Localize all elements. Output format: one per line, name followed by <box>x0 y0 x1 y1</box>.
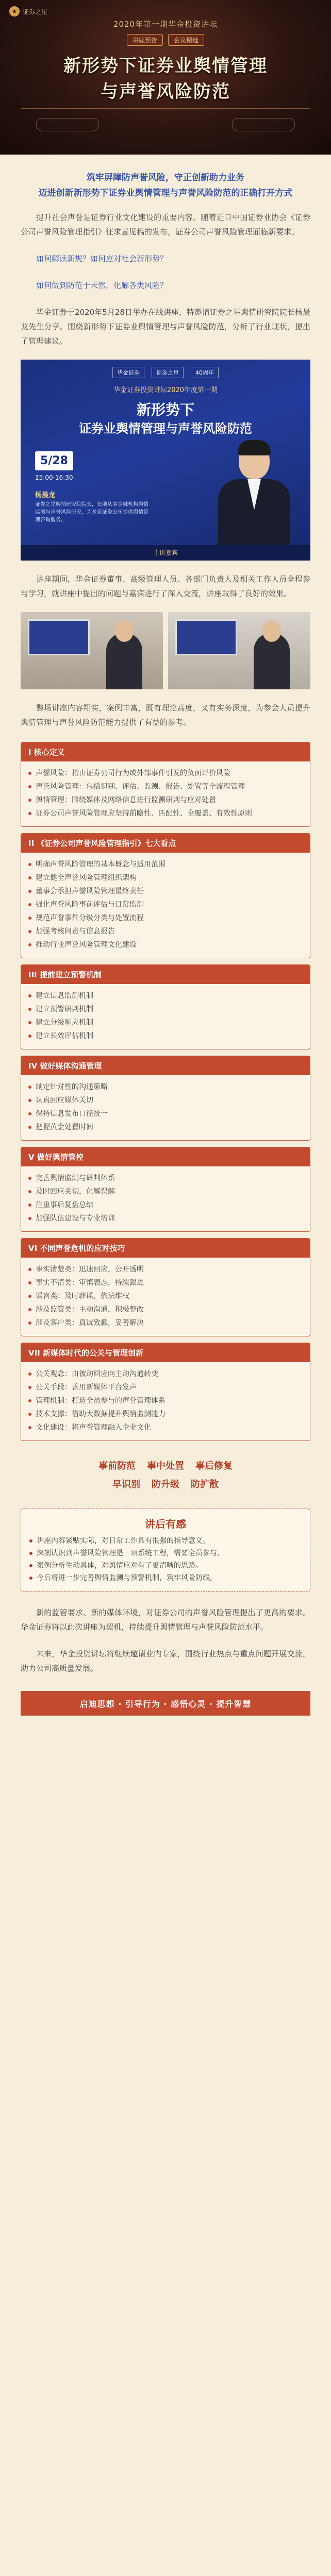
section-row: 涉及监管类：主动沟通，积极整改 <box>28 1303 303 1316</box>
poster-subtitle: 华金证券投资讲坛2020年度第一期 <box>113 386 218 394</box>
outcome-item: 防扩散 <box>191 1479 219 1490</box>
content-sections <box>0 742 331 1441</box>
poster-caption: 主讲嘉宾 <box>21 545 310 561</box>
section-row: 管理机制：打造全员参与的声誉管理体系 <box>28 1394 303 1408</box>
section-row: 舆情管理：围绕媒体及网络信息进行监测研判与应对处置 <box>28 793 303 807</box>
section-row: 规范声誉事件分级分类与处置流程 <box>28 911 303 925</box>
poster-time: 15:00-16:30 <box>35 474 73 481</box>
section-row: 完善舆情监测与研判体系 <box>28 1172 303 1185</box>
section-title: III 提前建立预警机制 <box>21 965 310 984</box>
section-row: 把握黄金处置时间 <box>28 1121 303 1134</box>
lead-line: 迈进创新新形势下证券业舆情管理与声誉风险防范的正确打开方式 <box>38 188 293 198</box>
photos-paragraph: 整场讲座内容翔实，案例丰富，既有理论高度，又有实务深度，为参会人员提升舆情管理与声誉风险防范能力提供了有益的参考。 <box>21 703 310 727</box>
outcome-item: 事后修复 <box>195 1461 233 1471</box>
section-row: 声誉风险管理：包括识别、评估、监测、报告、处置等全流程管理 <box>28 780 303 793</box>
section-body <box>21 1075 310 1140</box>
section-row: 建立信息监测机制 <box>28 989 303 1003</box>
section-body <box>21 853 310 958</box>
after-poster-paragraph: 讲座期间，华金证券董事、高级管理人员、各部门负责人及相关工作人员全程参与学习，就讲座中提出的问题与嘉宾进行了深入交流，讲座取得了良好的效果。 <box>21 574 310 598</box>
event-photo <box>21 612 163 689</box>
reviews-box <box>21 1508 310 1592</box>
section-row: 谣言类：及时辟谣，依法维权 <box>28 1290 303 1303</box>
section-row: 文化建设：将声誉管理融入企业文化 <box>28 1421 303 1434</box>
poster-bio: 证券之星舆情研究院院长，长期从事金融机构舆情监测与声誉风险研究，为多家证券公司提供舆情管理咨询服务。 <box>35 502 148 523</box>
reviews-title: 讲后有感 <box>145 1518 186 1530</box>
section-row: 建立预警研判机制 <box>28 1003 303 1016</box>
poster-logo: 证券之星 <box>152 367 184 378</box>
section-row: 加强队伍建设与专业培训 <box>28 1212 303 1225</box>
section-row: 声誉风险：指由证券公司行为或外部事件引发的负面评价风险 <box>28 767 303 780</box>
closing-paragraph: 新的监管要求、新的媒体环境，对证券公司的声誉风险管理提出了更高的要求。华金证券将以此次讲座为契机，持续提升舆情管理与声誉风险防范水平。 <box>21 1608 310 1632</box>
section-title: II 《证券公司声誉风险管理指引》七大看点 <box>21 834 310 853</box>
section-title: VII 新媒体时代的公关与管理创新 <box>21 1343 310 1362</box>
hero-tag: 讲座预告 <box>127 34 163 46</box>
poster-logo: 华金证券 <box>112 367 144 378</box>
hero-tag: 会议精选 <box>168 34 204 46</box>
section-row: 证券公司声誉风险管理应坚持前瞻性、匹配性、全覆盖、有效性原则 <box>28 807 303 820</box>
section-title: I 核心定义 <box>21 742 310 761</box>
event-poster <box>21 360 310 561</box>
section-card <box>21 1343 310 1441</box>
poster-speaker: 杨晨龙 <box>35 492 56 499</box>
intro-paragraph: 提升社会声誉是证券行业文化建设的重要内容。随着近日中国证券业协会《证券公司声誉风险管理指引》征求意见稿的发布，证券公司声誉风险管理面临新要求。 <box>21 213 310 236</box>
section-body <box>21 1362 310 1440</box>
event-photo <box>168 612 310 689</box>
section-row: 董事会承担声誉风险管理最终责任 <box>28 885 303 898</box>
hero-ornament <box>21 108 310 139</box>
star-icon: ★ <box>9 6 20 16</box>
poster-title-2: 证券业舆情管理与声誉风险防范 <box>79 421 252 436</box>
section-body <box>21 761 310 826</box>
intro-question: 如何解读新规？如何应对社会新形势？ <box>36 254 168 263</box>
section-body <box>21 1166 310 1231</box>
event-photos <box>0 607 331 694</box>
section-row: 强化声誉风险事前评估与日常监测 <box>28 898 303 911</box>
section-row: 制定针对性的沟通策略 <box>28 1080 303 1094</box>
footer-slogan: 启迪思想 · 引导行为 · 感悟心灵 · 提升智慧 <box>21 1691 310 1716</box>
section-card <box>21 742 310 827</box>
intro-question: 如何做到防范于未然，化解各类风险？ <box>36 281 168 290</box>
outcome-item: 防升级 <box>152 1479 179 1490</box>
section-row: 公关观念：由被动回应向主动沟通转变 <box>28 1367 303 1381</box>
section-title: IV 做好媒体沟通管理 <box>21 1056 310 1075</box>
section-row: 技术支撑：借助大数据提升舆情监测能力 <box>28 1408 303 1421</box>
poster-logos <box>21 367 310 378</box>
speaker-photo <box>216 442 293 550</box>
outcome-item: 事前防范 <box>98 1461 136 1471</box>
section-row: 认真回应媒体关切 <box>28 1094 303 1107</box>
section-row: 明确声誉风险管理的基本概念与适用范围 <box>28 858 303 871</box>
poster-date: 5/28 <box>35 451 73 470</box>
closing-paragraph: 未来，华金投资讲坛将继续邀请业内专家，围绕行业热点与重点问题开展交流，助力公司高质量发展。 <box>21 1649 310 1673</box>
section-row: 保持信息发布口径统一 <box>28 1107 303 1121</box>
section-card <box>21 1238 310 1336</box>
event-paragraph: 华金证券于2020年5月28日举办在线讲座，特邀请证券之星舆情研究院院长杨晨龙先生分享。围绕新形势下证券业舆情管理与声誉风险防范，分析了行业现状，提出了管理建议。 <box>21 308 310 346</box>
section-card <box>21 1147 310 1232</box>
outcome-item: 早识别 <box>112 1479 140 1490</box>
review-item: 案例分析生动具体，对舆情应对有了更清晰的思路。 <box>29 1560 302 1572</box>
section-body <box>21 1258 310 1336</box>
outcome-item: 事中处置 <box>147 1461 184 1471</box>
lead-text <box>0 155 331 204</box>
poster-wrapper <box>0 354 331 566</box>
section-title: VI 不同声誉危机的应对技巧 <box>21 1239 310 1258</box>
event-series: 2020年第一期华金投资讲坛 <box>113 20 218 29</box>
section-row: 公关手段：善用新媒体平台发声 <box>28 1381 303 1394</box>
section-body <box>21 984 310 1049</box>
review-item: 讲座内容紧贴实际，对日常工作具有很强的指导意义。 <box>29 1535 302 1547</box>
section-row: 涉及客户类：真诚致歉，妥善解决 <box>28 1316 303 1330</box>
section-row: 推动行业声誉风险管理文化建设 <box>28 938 303 952</box>
review-item: 深刻认识到声誉风险管理是一项系统工程，需要全员参与。 <box>29 1547 302 1560</box>
section-row: 建立长效评估机制 <box>28 1029 303 1043</box>
section-card <box>21 833 310 958</box>
hero-title-line2: 与声誉风险防范 <box>101 81 230 102</box>
review-item: 今后将进一步完善舆情监测与预警机制，筑牢风险防线。 <box>29 1572 302 1584</box>
section-row: 及时回应关切，化解误解 <box>28 1185 303 1198</box>
section-row: 事实不清类：审慎表态，持续跟进 <box>28 1276 303 1290</box>
hero-title-line1: 新形势下证券业舆情管理 <box>63 56 268 76</box>
section-card <box>21 964 310 1049</box>
section-row: 加强考核问责与信息报告 <box>28 925 303 938</box>
lead-line: 筑牢屏障防声誉风险，守正创新助力业务 <box>87 173 244 183</box>
section-title: V 做好舆情管控 <box>21 1147 310 1166</box>
poster-title-1: 新形势下 <box>136 401 194 418</box>
hero-tags <box>0 34 331 46</box>
section-row: 事实清楚类：迅速回应，公开透明 <box>28 1263 303 1276</box>
brand-logo <box>9 6 47 16</box>
section-card <box>21 1056 310 1141</box>
poster-logo: 40周年 <box>191 367 219 378</box>
section-row: 注重事后复盘总结 <box>28 1198 303 1212</box>
brand-name: 证券之星 <box>23 8 48 15</box>
hero-banner <box>0 0 331 155</box>
outcome-summary <box>0 1447 331 1501</box>
section-row: 建立分级响应机制 <box>28 1016 303 1029</box>
section-row: 建立健全声誉风险管理组织架构 <box>28 871 303 885</box>
